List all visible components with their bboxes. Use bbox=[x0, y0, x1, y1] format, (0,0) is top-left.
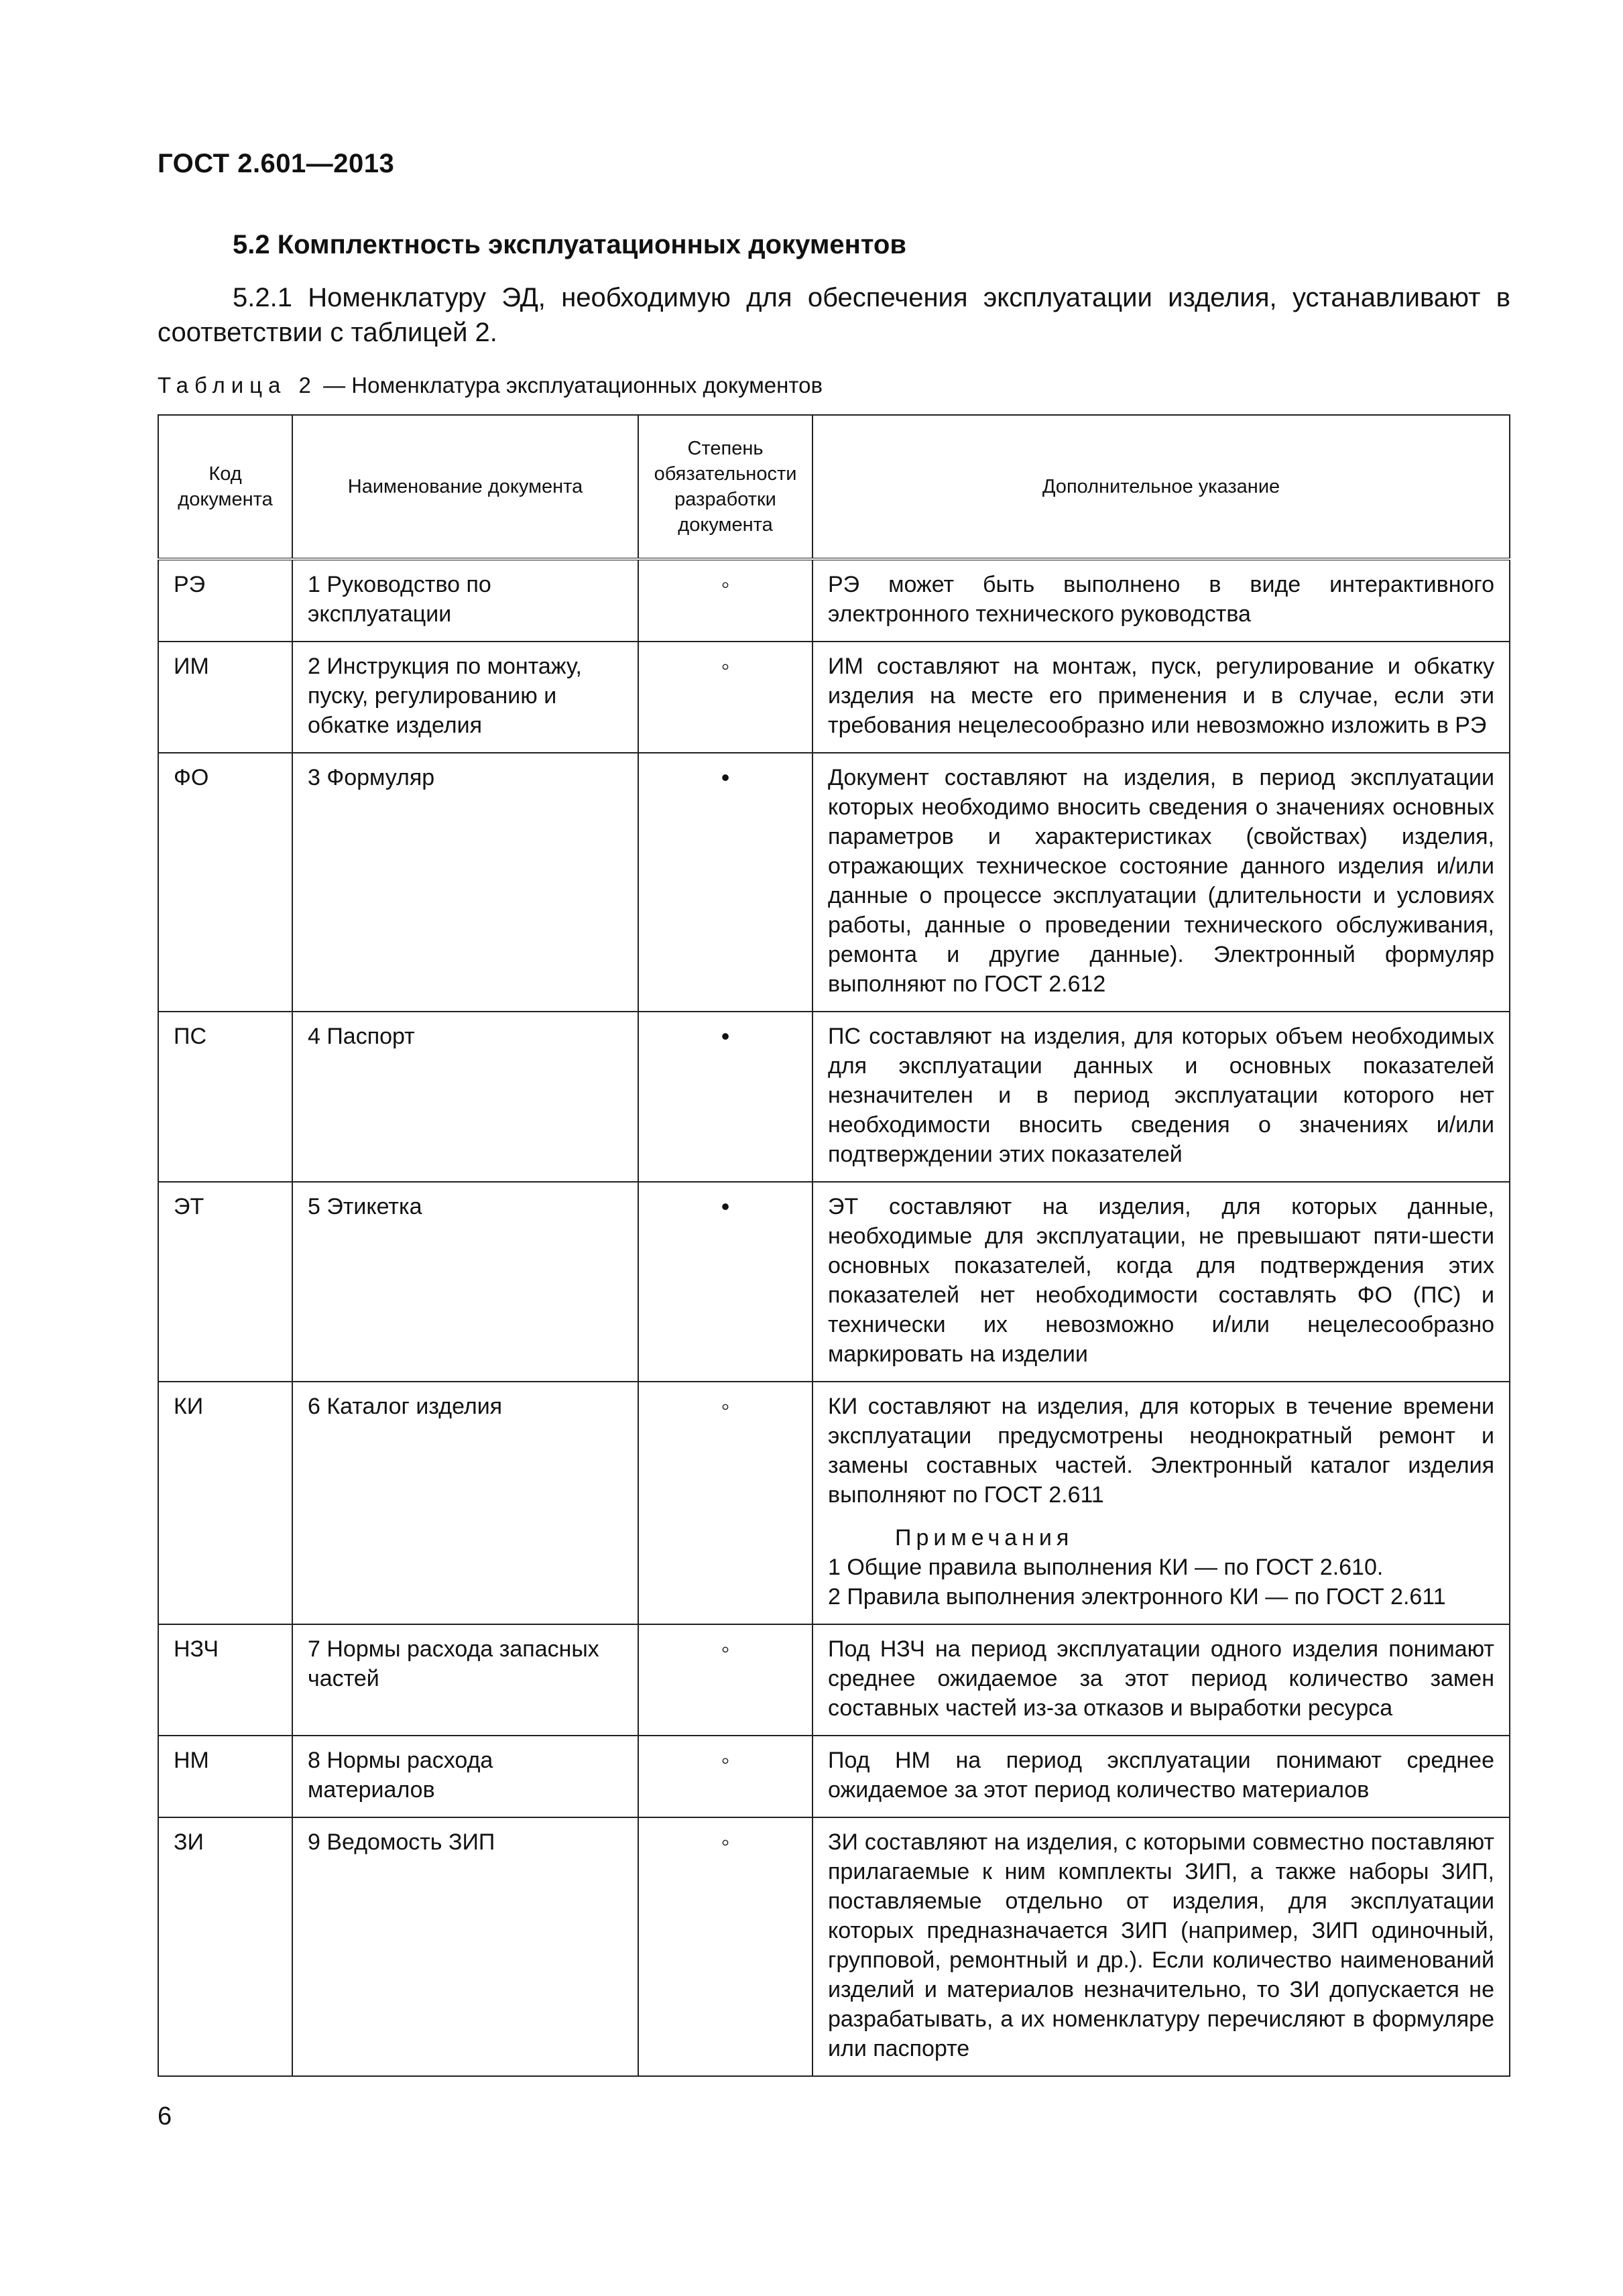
row-name: 7 Нормы расхода запасных частей bbox=[292, 1624, 638, 1736]
row-name: 3 Формуляр bbox=[292, 753, 638, 1012]
row-code: ИМ bbox=[158, 642, 292, 753]
document-code: ГОСТ 2.601—2013 bbox=[158, 149, 395, 178]
row-required-mark: • bbox=[638, 753, 813, 1012]
row-note: ИМ составляют на монтаж, пуск, регулирование и обкатку изделия на месте его применения и в случае, если эти требования нецелесообразно или невозможно изложить в РЭ bbox=[813, 642, 1510, 753]
row-name: 4 Паспорт bbox=[292, 1012, 638, 1182]
row-note: Под НЗЧ на период эксплуатации одного изделия понимают среднее ожидаемое за этот период количество замен составных частей из-за отказов и выработки ресурса bbox=[813, 1624, 1510, 1736]
row-name: 5 Этикетка bbox=[292, 1182, 638, 1382]
table-header-row bbox=[158, 415, 1510, 559]
table-row bbox=[158, 753, 1510, 1012]
header-required: Степень обязательности разработки документа bbox=[638, 415, 813, 559]
table-row bbox=[158, 1624, 1510, 1736]
row-note: ЗИ составляют на изделия, с которыми совместно поставляют прилагаемые к ним комплекты ЗИП, а также наборы ЗИП, поставляемые отдельно от изделия, для эксплуатации которых предназначается ЗИП (например, ЗИП одиночный, групповой, ремонтный и др.). Если количество наименований изделий и материалов незначительно, то ЗИ допускается не разрабатывать, а их номенклатуру перечисляют в формуляре или паспорте bbox=[813, 1817, 1510, 2076]
table-caption-prefix: Таблица 2 bbox=[158, 373, 317, 398]
row-name: 8 Нормы расхода материалов bbox=[292, 1736, 638, 1817]
table-row bbox=[158, 1736, 1510, 1817]
row-required-mark: ◦ bbox=[638, 642, 813, 753]
table-caption bbox=[158, 373, 823, 398]
notes-heading: Примечания bbox=[895, 1525, 1074, 1551]
row-code: РЭ bbox=[158, 559, 292, 642]
row-note: ПС составляют на изделия, для которых объем необходимых для эксплуатации данных и основных показателей незначителен и в период эксплуатации которого нет необходимости вносить сведения о значениях и/или подтверждении этих показателей bbox=[813, 1012, 1510, 1182]
row-code: ФО bbox=[158, 753, 292, 1012]
table-row bbox=[158, 1382, 1510, 1624]
row-required-mark: ◦ bbox=[638, 1382, 813, 1624]
nomenclature-table bbox=[158, 414, 1510, 2077]
row-code: КИ bbox=[158, 1382, 292, 1624]
row-required-mark: • bbox=[638, 1182, 813, 1382]
page-number: 6 bbox=[158, 2102, 172, 2130]
row-code: ЗИ bbox=[158, 1817, 292, 2076]
table-caption-title: — Номенклатура эксплуатационных документов bbox=[316, 373, 823, 398]
note-item: 1 Общие правила выполнения КИ — по ГОСТ 2.610. bbox=[828, 1555, 1384, 1580]
row-name: 6 Каталог изделия bbox=[292, 1382, 638, 1624]
row-required-mark: • bbox=[638, 1012, 813, 1182]
row-code: НЗЧ bbox=[158, 1624, 292, 1736]
table-row bbox=[158, 559, 1510, 642]
row-required-mark: ◦ bbox=[638, 559, 813, 642]
header-name: Наименование документа bbox=[292, 415, 638, 559]
row-note: РЭ может быть выполнено в виде интерактивного электронного технического руководства bbox=[813, 559, 1510, 642]
row-note: Документ составляют на изделия, в период эксплуатации которых необходимо вносить сведения о значениях основных параметров и характеристиках (свойствах) изделия, отражающих техническое состояние данного изделия и/или данные о процессе эксплуатации (длительности и условиях работы, данные о проведении технического обслуживания, ремонта и другие данные). Электронный формуляр выполняют по ГОСТ 2.612 bbox=[813, 753, 1510, 1012]
row-required-mark: ◦ bbox=[638, 1736, 813, 1817]
table-row bbox=[158, 1012, 1510, 1182]
row-required-mark: ◦ bbox=[638, 1817, 813, 2076]
row-note: Под НМ на период эксплуатации понимают среднее ожидаемое за этот период количество материалов bbox=[813, 1736, 1510, 1817]
table-row bbox=[158, 1182, 1510, 1382]
section-title: 5.2 Комплектность эксплуатационных документов bbox=[233, 230, 906, 259]
header-code: Код документа bbox=[158, 415, 292, 559]
row-note: ЭТ составляют на изделия, для которых данные, необходимые для эксплуатации, не превышают пяти-шести основных показателей, когда для подтверждения этих показателей нет необходимости составлять ФО (ПС) и технически их невозможно и/или нецелесообразно маркировать на изделии bbox=[813, 1182, 1510, 1382]
row-note-with-notes bbox=[813, 1382, 1510, 1624]
row-code: ЭТ bbox=[158, 1182, 292, 1382]
clause-5-2-1: 5.2.1 Номенклатуру ЭД, необходимую для обеспечения эксплуатации изделия, устанавливают в соответствии с таблицей 2. bbox=[158, 283, 1510, 347]
row-note: КИ составляют на изделия, для которых в течение времени эксплуатации предусмотрены неоднократный ремонт и замены составных частей. Электронный каталог изделия выполняют по ГОСТ 2.611 bbox=[828, 1394, 1494, 1508]
row-name: 9 Ведомость ЗИП bbox=[292, 1817, 638, 2076]
row-code: ПС bbox=[158, 1012, 292, 1182]
row-name: 1 Руководство по эксплуатации bbox=[292, 559, 638, 642]
row-name: 2 Инструкция по монтажу, пуску, регулированию и обкатке изделия bbox=[292, 642, 638, 753]
note-item: 2 Правила выполнения электронного КИ — по ГОСТ 2.611 bbox=[828, 1584, 1446, 1610]
table-row bbox=[158, 642, 1510, 753]
row-code: НМ bbox=[158, 1736, 292, 1817]
header-note: Дополнительное указание bbox=[813, 415, 1510, 559]
table-row bbox=[158, 1817, 1510, 2076]
row-required-mark: ◦ bbox=[638, 1624, 813, 1736]
